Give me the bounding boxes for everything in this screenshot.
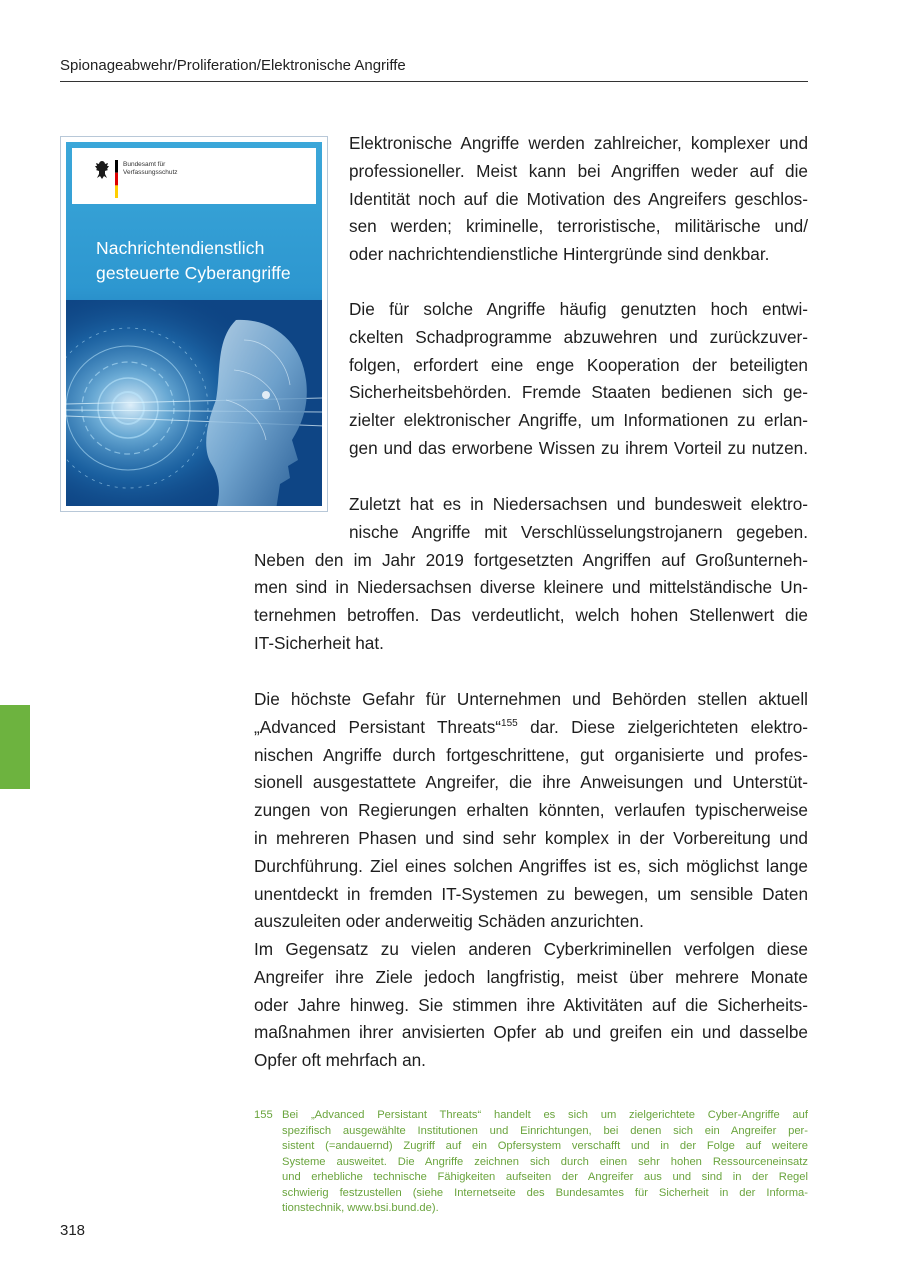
text-line: Neben den im Jahr 2019 fortgesetzten Angriffen auf Großunterneh- [254,549,808,570]
footnote-line: spezifisch ausgewählte Institutionen und Einrichtungen, bei denen sich ein Angreifer per- [282,1124,808,1137]
footnote-number: 155 [254,1109,273,1121]
text-line: Zuletzt hat es in Niedersachsen und bundesweit elektro- [349,494,808,514]
cover-logo-box [72,148,316,204]
text-line-with-footnote-ref [254,714,808,742]
text-line: professioneller. Meist kann bei Angriffen weder auf die [349,160,808,181]
cover-background [66,142,322,506]
text-line: ternehmen betroffen. Das verdeutlicht, welch hohen Stellenwert die [254,605,808,626]
text-line: oder Jahre hinweg. Sie stimmen ihre Aktivitäten auf die Sicherheits- [254,994,808,1015]
cover-org-line: Bundesamt für [123,161,166,168]
paragraph-5 [254,936,808,1075]
header-rule [60,81,808,82]
publication-cover-image [60,136,328,512]
text-line: Die für solche Angriffe häufig genutzten hoch entwi- [349,299,808,319]
text-line: men sind in Niedersachsen diverse kleinere und mittelständische Un- [254,577,808,598]
footnote-text [282,1108,808,1217]
footnote-line: sistent (=andauernd) Zugriff auf ein Opfersystem verschafft und in der Folge auf weitere [282,1140,808,1152]
text-line: Elektronische Angriffe werden zahlreicher, komplexer und [349,133,808,153]
german-flag-icon [115,160,118,198]
text-line: Die höchste Gefahr für Unternehmen und Behörden stellen aktuell [254,689,808,709]
paragraph-3 [254,491,808,658]
text-line: Angreifer ihre Ziele jedoch langfristig, meist über mehrere Monate [254,966,808,987]
section-color-tab [0,705,30,789]
footnote-reference[interactable]: 155 [501,717,518,729]
apt-term: „Advanced Persistant Threats“ [254,716,502,737]
text-line: oder nachrichtendienstliche Hintergründe sind denkbar. [349,244,770,265]
cover-org-line: Verfassungsschutz [123,169,178,176]
cover-title-line: gesteuerte Cyberangriffe [96,263,291,283]
text-line: sionell ausgestattete Angreifer, die ihre Anweisungen und Unterstüt- [254,772,808,793]
footnote-line: und erhebliche technische Fähigkeiten aufseiten der Angreifer aus und sind in der Regel [282,1171,808,1183]
cover-org-name [123,161,243,177]
text-line: in mehreren Phasen und sind sehr komplex in der Vorbereitung und [254,827,808,848]
text-line: maßnahmen ihrer anvisierten Opfer ab und greifen ein und dasselbe [254,1022,808,1043]
text-line: Opfer oft mehrfach an. [254,1050,426,1071]
cyber-head-illustration [66,300,322,506]
text-line: sen werden; kriminelle, terroristische, militärische und/ [349,216,808,237]
text-line: nische Angriffe mit Verschlüsselungstrojanern gegeben. [349,521,808,542]
text-line: Durchführung. Ziel eines solchen Angriffes ist es, sich möglichst lange [254,855,808,876]
cover-title-line: Nachrichtendienstlich [96,238,265,258]
footnote-line: Systeme ausweitet. Die Angriffe zeichnen sich durch einen sehr hohen Ressourceneinsatz [282,1155,808,1168]
text-line: Identität noch auf die Motivation des Angreifers geschlos- [349,188,808,209]
paragraph-1 [349,130,808,269]
text-line: gen und das erworbene Wissen zu ihrem Vorteil zu nutzen. [349,437,808,458]
paragraph-4 [254,686,808,936]
running-header: Spionageabwehr/Proliferation/Elektronische Angriffe [60,57,406,74]
page-number: 318 [60,1222,86,1239]
text-line: ckelten Schadprogramme abzuwehren und zurückzuver- [349,326,808,347]
text-line: zungen von Regierungen erhalten könnten, verlaufen typischerweise [254,800,808,821]
text-line: folgen, erfordert eine enge Kooperation der beteiligten [349,354,808,375]
text-line: nischen Angriffe durch fortgeschrittene, gut organisierte und profes- [254,744,808,765]
federal-eagle-icon [94,160,110,180]
text-line: Sicherheitsbehörden. Fremde Staaten bedienen sich ge- [349,382,808,403]
text-segment: dar. Diese zielgerichteten elektro- [517,716,808,737]
footnote-155 [254,1108,808,1217]
text-line: Im Gegensatz zu vielen anderen Cyberkriminellen verfolgen diese [254,939,808,959]
text-line: unentdeckt in fremden IT-Systemen zu bewegen, um sensible Daten [254,883,808,904]
footnote-line: Bei „Advanced Persistant Threats“ handelt es sich um zielgerichtete Cyber-Angriffe auf [282,1109,808,1121]
text-line: auszuleiten oder anderweitig Schäden anzurichten. [254,911,644,932]
text-line: zielter elektronischer Angriffe, um Informationen zu erlan- [349,410,808,431]
footnote-line: tionstechnik, www.bsi.bund.de). [282,1202,439,1214]
paragraph-2 [349,296,808,463]
text-line: IT-Sicherheit hat. [254,632,384,653]
footnote-line: schwierig festzustellen (siehe Internetseite des Bundesamtes für Sicherheit in der Informa- [282,1186,808,1199]
cover-title [96,236,322,286]
